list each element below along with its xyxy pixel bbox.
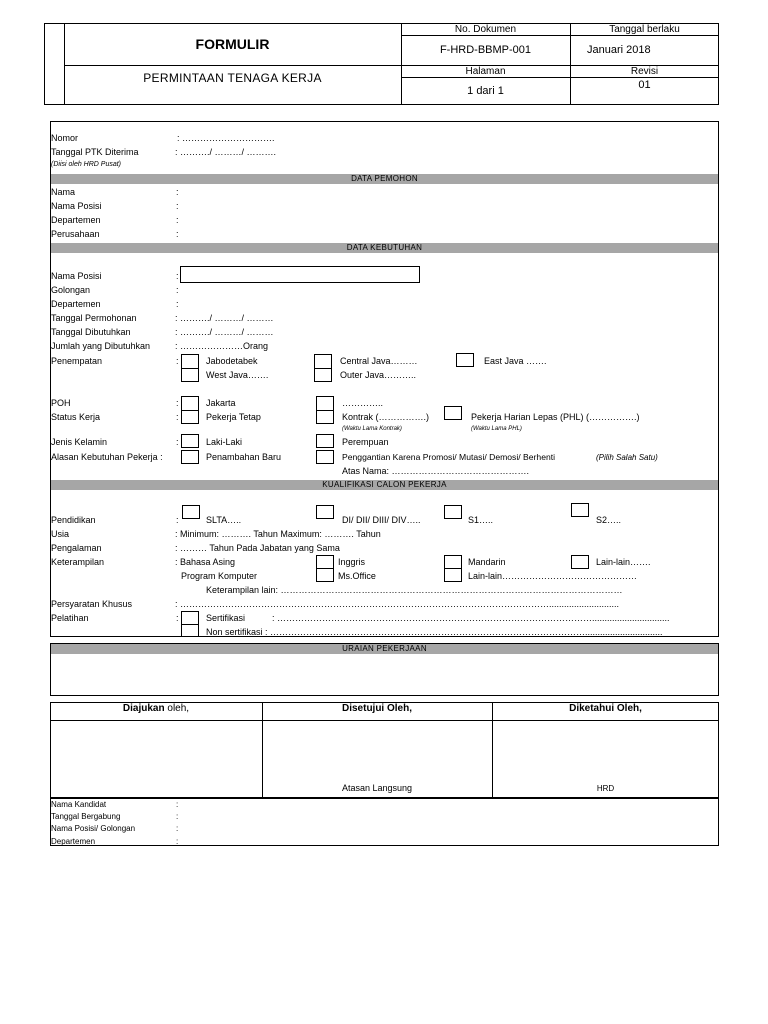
- checkbox-s2[interactable]: [571, 503, 589, 517]
- poh-label: POH: [51, 398, 71, 408]
- golongan-label: Golongan: [51, 285, 91, 295]
- atasan-langsung-label: Atasan Langsung: [341, 783, 413, 793]
- status-kerja-colon: :: [176, 412, 179, 422]
- signature-area-diajukan[interactable]: [51, 721, 262, 797]
- signature-area-diketahui[interactable]: [493, 721, 718, 781]
- checkbox-inggris-divider: [316, 568, 334, 569]
- kontrak-label: Kontrak (…………….): [342, 412, 430, 422]
- checkbox-penggantian[interactable]: [316, 450, 334, 464]
- nama-posisi-golongan-colon[interactable]: :: [176, 824, 179, 833]
- pemohon-posisi-label: Nama Posisi: [51, 201, 102, 211]
- jumlah-value[interactable]: : …………………Orang: [175, 341, 269, 351]
- checkbox-jabodetabek-divider: [181, 368, 199, 369]
- sertifikasi-label: Sertifikasi: [206, 613, 246, 623]
- checkbox-laki-laki[interactable]: [181, 434, 199, 448]
- pemohon-perusahaan-label: Perusahaan: [51, 229, 100, 239]
- pemohon-departemen-colon[interactable]: :: [176, 215, 179, 225]
- pemohon-nama-label: Nama: [51, 187, 76, 197]
- pemohon-posisi-colon[interactable]: :: [176, 201, 179, 211]
- slta-label: SLTA…..: [206, 515, 242, 525]
- pemohon-departemen-label: Departemen: [51, 215, 101, 225]
- header-label-line-bottom: [401, 77, 719, 78]
- pelatihan-colon: :: [176, 613, 179, 623]
- header-label-line-top: [401, 35, 719, 36]
- s2-label: S2…..: [596, 515, 622, 525]
- bahasa-asing-label: : Bahasa Asing: [175, 557, 236, 567]
- rev-label: Revisi: [630, 66, 659, 77]
- jenis-kelamin-colon: :: [176, 437, 179, 447]
- pilih-note: (Pilih Salah Satu): [596, 453, 658, 462]
- hrd-label: HRD: [596, 784, 615, 793]
- atas-nama[interactable]: Atas Nama: ……………………………………….: [342, 466, 530, 476]
- tanggal-bergabung-colon[interactable]: :: [176, 812, 179, 821]
- lain-lain-label: Lain-lain…….: [596, 557, 651, 567]
- band-data-pemohon: DATA PEMOHON: [51, 174, 718, 184]
- form-subtitle: PERMINTAAN TENAGA KERJA: [143, 71, 322, 85]
- diajukan-heading: Diajukan oleh,: [122, 703, 190, 714]
- page-value: 1 dari 1: [467, 85, 504, 97]
- jumlah-label: Jumlah yang Dibutuhkan: [51, 341, 151, 351]
- jabodetabek-label: Jabodetabek: [206, 356, 258, 366]
- doc-no-value: F-HRD-BBMP-001: [439, 44, 532, 56]
- perempuan-label: Perempuan: [342, 437, 389, 447]
- doc-no-label: No. Dokumen: [454, 24, 517, 35]
- ptk-value[interactable]: : ………./ ………/ ……….: [175, 147, 277, 157]
- inggris-label: Inggris: [338, 557, 366, 567]
- footer-departemen-colon[interactable]: :: [176, 837, 179, 846]
- poh-other-value[interactable]: …………..: [342, 398, 384, 408]
- checkbox-diploma[interactable]: [316, 505, 334, 519]
- checkbox-mandarin-divider: [444, 568, 462, 569]
- page-label: Halaman: [465, 66, 506, 77]
- sertifikasi-value[interactable]: : ……………………………………………………………………………………………...............................: [272, 613, 670, 623]
- checkbox-perempuan[interactable]: [316, 434, 334, 448]
- diploma-label: DI/ DII/ DIII/ DIV…..: [342, 515, 421, 525]
- checkbox-slta[interactable]: [182, 505, 200, 519]
- non-sertifikasi[interactable]: Non sertifikasi : ……………………………………………………………………………………………...............................: [206, 627, 663, 637]
- nomor-label: Nomor: [51, 133, 79, 143]
- checkbox-central-java-divider: [314, 368, 332, 369]
- nomor-value[interactable]: : ………………………….: [177, 133, 275, 143]
- persyaratan-label: Persyaratan Khusus: [51, 599, 133, 609]
- pendidikan-label: Pendidikan: [51, 515, 96, 525]
- mandarin-label: Mandarin: [468, 557, 506, 567]
- band-uraian: URAIAN PEKERJAAN: [51, 644, 718, 654]
- pemohon-perusahaan-colon[interactable]: :: [176, 229, 179, 239]
- golongan-colon[interactable]: :: [176, 285, 179, 295]
- nama-kandidat-label: Nama Kandidat: [51, 800, 107, 809]
- diketahui-heading: Diketahui Oleh,: [569, 703, 642, 714]
- phl-label: Pekerja Harian Lepas (PHL) (…………….): [471, 412, 640, 422]
- penempatan-label: Penempatan: [51, 356, 103, 366]
- checkbox-poh-other-divider: [316, 410, 334, 411]
- lain-lain-komputer-label[interactable]: Lain-lain………………………………………: [468, 571, 638, 581]
- checkbox-jakarta-divider: [181, 410, 199, 411]
- penggantian-label: Penggantian Karena Promosi/ Mutasi/ Demosi/ Berhenti: [342, 452, 556, 462]
- checkbox-phl[interactable]: [444, 406, 462, 420]
- outer-java-label: Outer Java………..: [340, 370, 417, 380]
- footer-departemen-label: Departemen: [51, 837, 96, 846]
- valid-value: Januari 2018: [587, 44, 651, 56]
- s1-label: S1…..: [468, 515, 494, 525]
- checkbox-lain-lain-bahasa[interactable]: [571, 555, 589, 569]
- keterampilan-lain[interactable]: Keterampilan lain: ……………………………………………………………………………………………………: [206, 585, 623, 595]
- jakarta-label: Jakarta: [206, 398, 236, 408]
- band-kualifikasi: KUALIFIKASI CALON PEKERJA: [51, 480, 718, 490]
- ptk-note: (Diisi oleh HRD Pusat): [51, 161, 122, 168]
- ms-office-label: Ms.Office: [338, 571, 376, 581]
- usia-value[interactable]: : Minimum: ………. Tahun Maximum: ………. Tahun: [175, 529, 381, 539]
- tgl-dibutuhkan-value[interactable]: : ………./ ………/ ………: [175, 327, 274, 337]
- persyaratan-value[interactable]: : ……………………………………………………………………………………………………………............................: [175, 599, 620, 609]
- band-data-kebutuhan: DATA KEBUTUHAN: [51, 243, 718, 253]
- footer-box: [50, 798, 719, 846]
- pelatihan-label: Pelatihan: [51, 613, 89, 623]
- alasan-label: Alasan Kebutuhan Pekerja :: [51, 452, 163, 462]
- keterampilan-label: Keterampilan: [51, 557, 105, 567]
- pemohon-nama-colon[interactable]: :: [176, 187, 179, 197]
- jenis-kelamin-label: Jenis Kelamin: [51, 437, 108, 447]
- kebutuhan-departemen-label: Departemen: [51, 299, 101, 309]
- kebutuhan-departemen-colon[interactable]: :: [176, 299, 179, 309]
- nama-kandidat-colon[interactable]: :: [176, 800, 179, 809]
- usia-label: Usia: [51, 529, 70, 539]
- signature-area-disetujui[interactable]: [263, 721, 492, 781]
- status-kerja-label: Status Kerja: [51, 412, 101, 422]
- pendidikan-colon: :: [176, 515, 179, 525]
- penambahan-label: Penambahan Baru: [206, 452, 282, 462]
- form-title: FORMULIR: [195, 36, 270, 52]
- pekerja-tetap-label: Pekerja Tetap: [206, 412, 261, 422]
- east-java-label: East Java …….: [484, 356, 547, 366]
- tanggal-bergabung-label: Tanggal Bergabung: [51, 812, 121, 821]
- pengalaman-label: Pengalaman: [51, 543, 102, 553]
- pengalaman-value[interactable]: : ……… Tahun Pada Jabatan yang Sama: [175, 543, 340, 553]
- kebutuhan-nama-posisi-colon: :: [176, 271, 179, 281]
- checkbox-penambahan-baru[interactable]: [181, 450, 199, 464]
- ptk-label: Tanggal PTK Diterima: [51, 147, 139, 157]
- nama-posisi-input[interactable]: [180, 266, 420, 283]
- phl-note: (Waktu Lama PHL): [471, 426, 522, 432]
- rev-value: 01: [638, 79, 651, 91]
- tgl-permohonan-label: Tanggal Permohonan: [51, 313, 137, 323]
- tgl-permohonan-value[interactable]: : ………./ ………/ ………: [175, 313, 274, 323]
- poh-colon: :: [176, 398, 179, 408]
- nama-posisi-golongan-label: Nama Posisi/ Golongan: [51, 824, 136, 833]
- central-java-label: Central Java………: [340, 356, 418, 366]
- program-komputer-label: Program Komputer: [181, 571, 258, 581]
- checkbox-east-java[interactable]: [456, 353, 474, 367]
- valid-label: Tanggal berlaku: [609, 24, 680, 35]
- checkbox-s1[interactable]: [444, 505, 462, 519]
- west-java-label: West Java…….: [206, 370, 269, 380]
- kontrak-note: (Waktu Lama Kontrak): [342, 426, 402, 432]
- tgl-dibutuhkan-label: Tanggal Dibutuhkan: [51, 327, 131, 337]
- penempatan-colon: :: [176, 356, 179, 366]
- checkbox-sertifikasi-divider: [181, 624, 199, 625]
- laki-laki-label: Laki-Laki: [206, 437, 243, 447]
- disetujui-heading: Disetujui Oleh,: [341, 703, 412, 714]
- kebutuhan-nama-posisi-label: Nama Posisi: [51, 271, 102, 281]
